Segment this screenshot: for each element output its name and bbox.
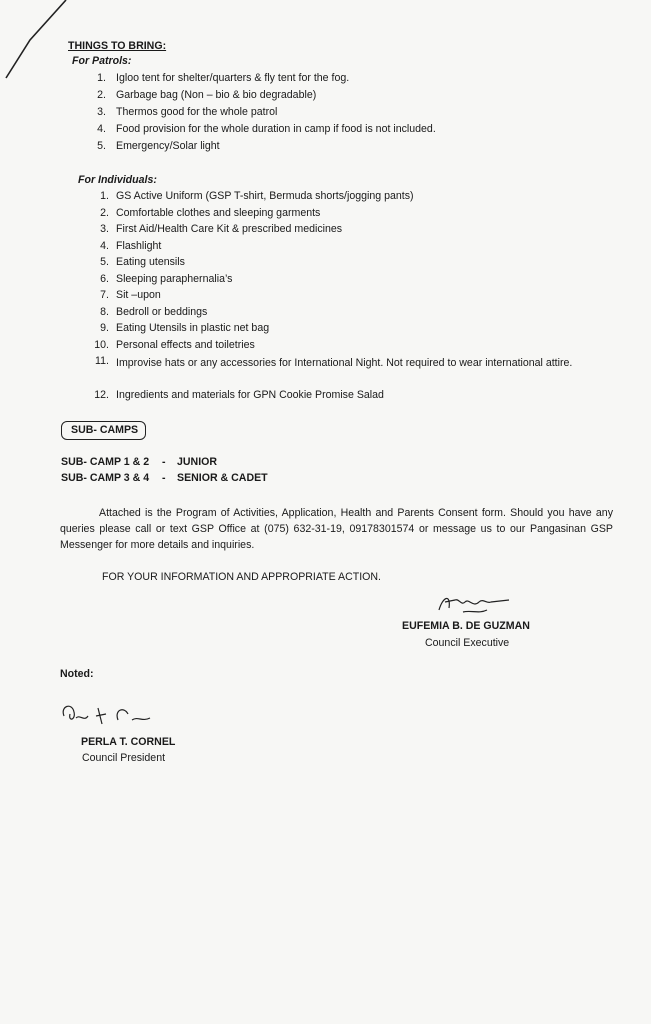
subcamps-label-box: SUB- CAMPS (61, 421, 146, 440)
attached-paragraph: Attached is the Program of Activities, Application, Health and Parents Consent form. Should you have any queries please call or text GSP Office at (075) 632-31-19, 09178301574 or message us to our Pangasinan GSP Messenger for more details and inquiries. (60, 507, 613, 551)
patrols-heading: For Patrols: (72, 55, 132, 67)
signature-cornel (58, 700, 168, 736)
signature-de-guzman (435, 590, 515, 620)
individuals-heading: For Individuals: (78, 174, 157, 186)
things-to-bring-heading: THINGS TO BRING: (68, 40, 167, 52)
signatory-name: EUFEMIA B. DE GUZMAN (402, 620, 530, 632)
noted-label: Noted: (60, 668, 94, 680)
noted-by-name: PERLA T. CORNEL (81, 736, 176, 748)
signatory-title: Council Executive (425, 637, 510, 649)
fyi-line: FOR YOUR INFORMATION AND APPROPRIATE ACTION. (102, 571, 381, 583)
noted-by-title: Council President (82, 752, 166, 764)
scan-edge-line (0, 0, 70, 90)
